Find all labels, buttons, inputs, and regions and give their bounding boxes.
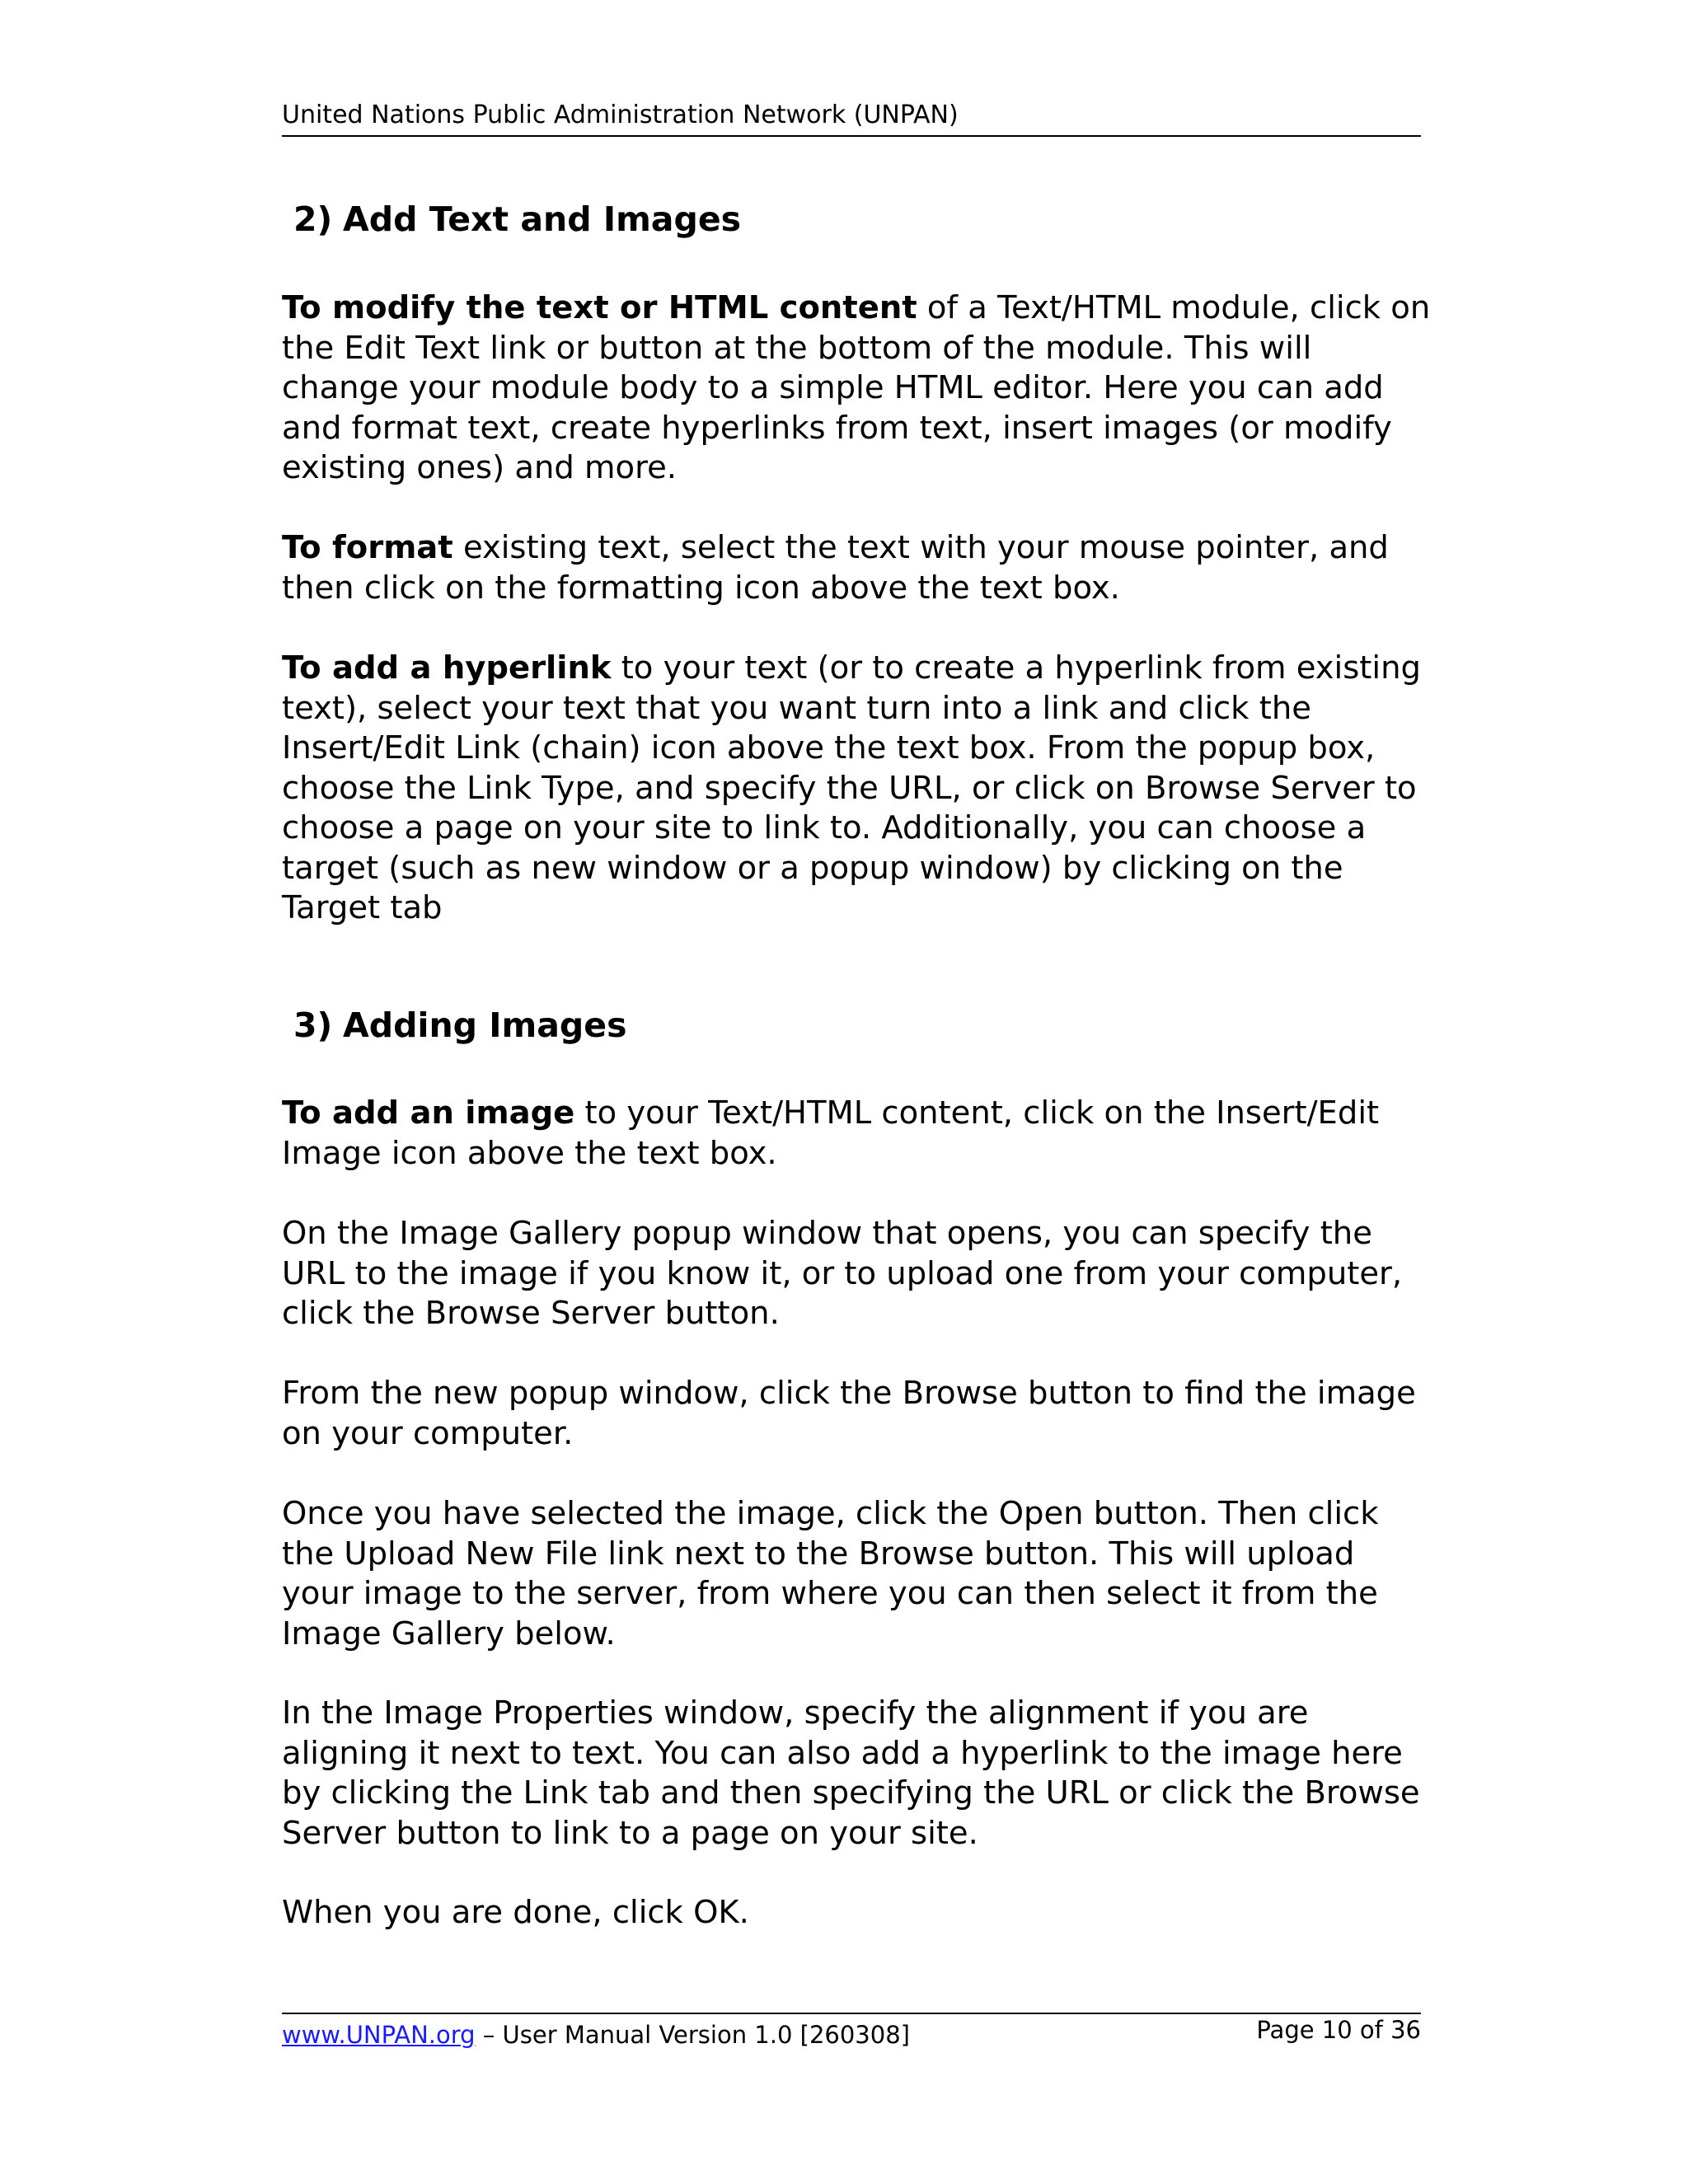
- paragraph-text: When you are done, click OK.: [282, 1894, 749, 1931]
- paragraph-text: of a Text/HTML module, click on the Edit Text link or button at the bottom of the module. This will change your module body to a simple HTML editor. Here you can add and format text, create hyperlinks from text, insert images (or modify existing ones) and more.: [282, 289, 1431, 486]
- paragraph-text: to your Text/HTML content, click on the Insert/Edit Image icon above the text box.: [282, 1094, 1380, 1172]
- paragraph-text: existing text, select the text with your mouse pointer, and then click on the formatting icon above the text box.: [282, 529, 1389, 607]
- paragraph-lead: To add an image: [282, 1094, 575, 1132]
- paragraph-add-image: [282, 1094, 1436, 1174]
- paragraph-text: Once you have selected the image, click the Open button. Then click the Upload New File link next to the Browse button. This will upload your image to the server, from where you can then select it from the Image Gallery below.: [282, 1495, 1379, 1652]
- paragraph-image-gallery: [282, 1214, 1436, 1334]
- paragraph-lead: To modify the text or HTML content: [282, 289, 917, 326]
- paragraph-text: to your text (or to create a hyperlink from existing text), select your text that you want turn into a link and click the Insert/Edit Link (chain) icon above the text box. From the popup box, choose the Link Type, and specify the URL, or click on Browse Server to choose a page on your site to link to. Additionally, you can choose a target (such as new window or a popup window) by clicking on the Target tab: [282, 649, 1421, 926]
- running-header: United Nations Public Administration Network (UNPAN): [282, 97, 1421, 137]
- paragraph-browse: [282, 1374, 1436, 1454]
- paragraph-image-properties: [282, 1694, 1436, 1854]
- section-title: Adding Images: [343, 1005, 627, 1045]
- section-number: 3): [293, 1005, 333, 1045]
- paragraph-modify-text: [282, 288, 1436, 489]
- paragraph-upload: [282, 1494, 1436, 1654]
- paragraph-lead: To add a hyperlink: [282, 649, 612, 687]
- footer-left: [282, 2018, 910, 2051]
- paragraph-text: From the new popup window, click the Browse button to find the image on your computer.: [282, 1375, 1416, 1452]
- page-number: Page 10 of 36: [1256, 2016, 1421, 2044]
- footer-divider: [282, 2013, 1421, 2014]
- section-heading-add-text-images: [293, 198, 741, 241]
- paragraph-hyperlink: [282, 649, 1436, 929]
- section-title: Add Text and Images: [343, 199, 742, 239]
- section-number: 2): [293, 199, 333, 239]
- paragraph-done: [282, 1893, 1436, 1933]
- unpan-link[interactable]: www.UNPAN.org: [282, 2021, 476, 2049]
- paragraph-text: On the Image Gallery popup window that opens, you can specify the URL to the image if you know it, or to upload one from your computer, click the Browse Server button.: [282, 1215, 1403, 1332]
- paragraph-lead: To format: [282, 529, 453, 566]
- paragraph-format: [282, 528, 1436, 608]
- section-heading-adding-images: [293, 1004, 627, 1047]
- footer-version-text: – User Manual Version 1.0 [260308]: [475, 2021, 910, 2049]
- paragraph-text: In the Image Properties window, specify the alignment if you are aligning it next to text. You can also add a hyperlink to the image here by clicking the Link tab and then specifying the URL or click the Browse Server button to link to a page on your site.: [282, 1694, 1420, 1852]
